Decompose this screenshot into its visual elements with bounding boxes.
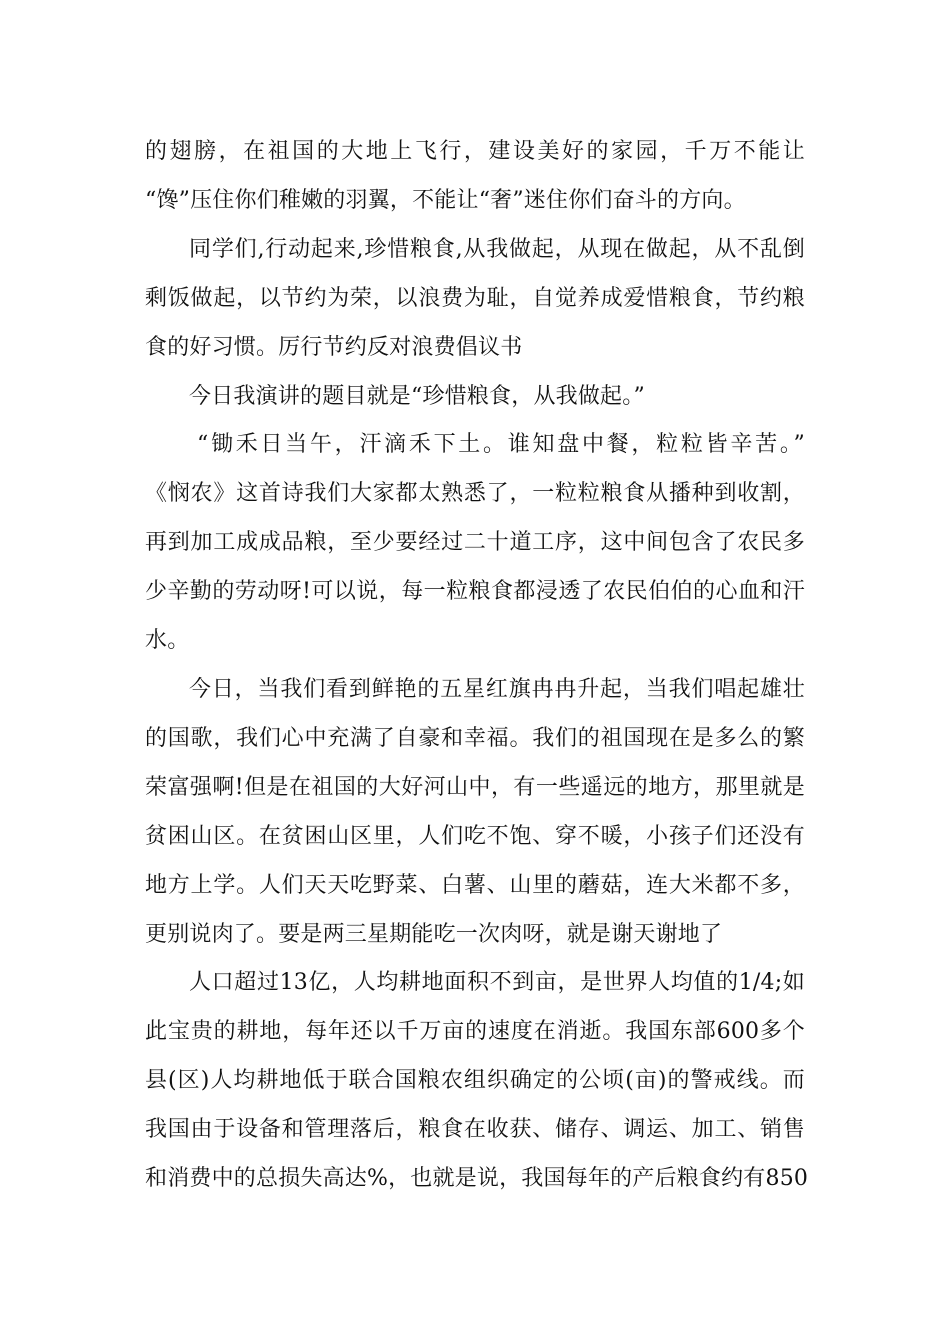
paragraph-3	[145, 373, 805, 422]
text-line: 同学们,行动起来,珍惜粮食,从我做起，从现在做起，从不乱倒	[189, 236, 805, 262]
text-line: 水。	[145, 628, 190, 654]
paragraph-1	[145, 128, 805, 226]
paragraph-5	[145, 666, 805, 959]
text-line: 县(区)人均耕地低于联合国粮农组织确定的公顷(亩)的警戒线。而	[145, 1068, 805, 1094]
text-line: “锄禾日当午，汗滴禾下土。谁知盘中餐，粒粒皆辛苦。”	[197, 432, 805, 458]
text-line: 的国歌，我们心中充满了自豪和幸福。我们的祖国现在是多么的繁	[145, 725, 805, 751]
text-line: 今日我演讲的题目就是“珍惜粮食，从我做起。”	[189, 383, 645, 409]
document-body	[145, 128, 809, 1204]
text-line: 我国由于设备和管理落后，粮食在收获、储存、调运、加工、销售	[145, 1117, 805, 1143]
text-line: 食的好习惯。厉行节约反对浪费倡议书	[145, 334, 523, 360]
paragraph-6	[145, 959, 809, 1204]
text-line: 此宝贵的耕地，每年还以千万亩的速度在消逝。我国东部600多个	[145, 1019, 805, 1045]
text-line: “馋”压住你们稚嫩的羽翼，不能让“奢”迷住你们奋斗的方向。	[145, 187, 746, 213]
text-line: 和消费中的总损失高达%，也就是说，我国每年的产后粮食约有850	[145, 1166, 809, 1192]
text-line: 人口超过13亿，人均耕地面积不到亩，是世界人均值的1/4;如	[189, 970, 805, 996]
text-line: 贫困山区。在贫困山区里，人们吃不饱、穿不暖，小孩子们还没有	[145, 823, 805, 849]
text-line: 《悯农》这首诗我们大家都太熟悉了，一粒粒粮食从播种到收割，	[145, 481, 805, 507]
text-line: 少辛勤的劳动呀!可以说，每一粒粮食都浸透了农民伯伯的心血和汗	[145, 579, 805, 605]
text-line: 的翅膀，在祖国的大地上飞行，建设美好的家园，千万不能让	[145, 139, 805, 164]
text-line: 荣富强啊!但是在祖国的大好河山中，有一些遥远的地方，那里就是	[145, 774, 805, 800]
text-line: 地方上学。人们天天吃野菜、白薯、山里的蘑菇，连大米都不多，	[145, 872, 805, 898]
text-line: 剩饭做起，以节约为荣，以浪费为耻，自觉养成爱惜粮食，节约粮	[145, 285, 805, 311]
paragraph-2	[145, 226, 805, 373]
paragraph-4	[145, 421, 805, 666]
text-line: 再到加工成成品粮，至少要经过二十道工序，这中间包含了农民多	[145, 530, 805, 556]
text-line: 更别说肉了。要是两三星期能吃一次肉呀，就是谢天谢地了	[145, 921, 723, 947]
text-line: 今日，当我们看到鲜艳的五星红旗冉冉升起，当我们唱起雄壮	[189, 676, 805, 702]
